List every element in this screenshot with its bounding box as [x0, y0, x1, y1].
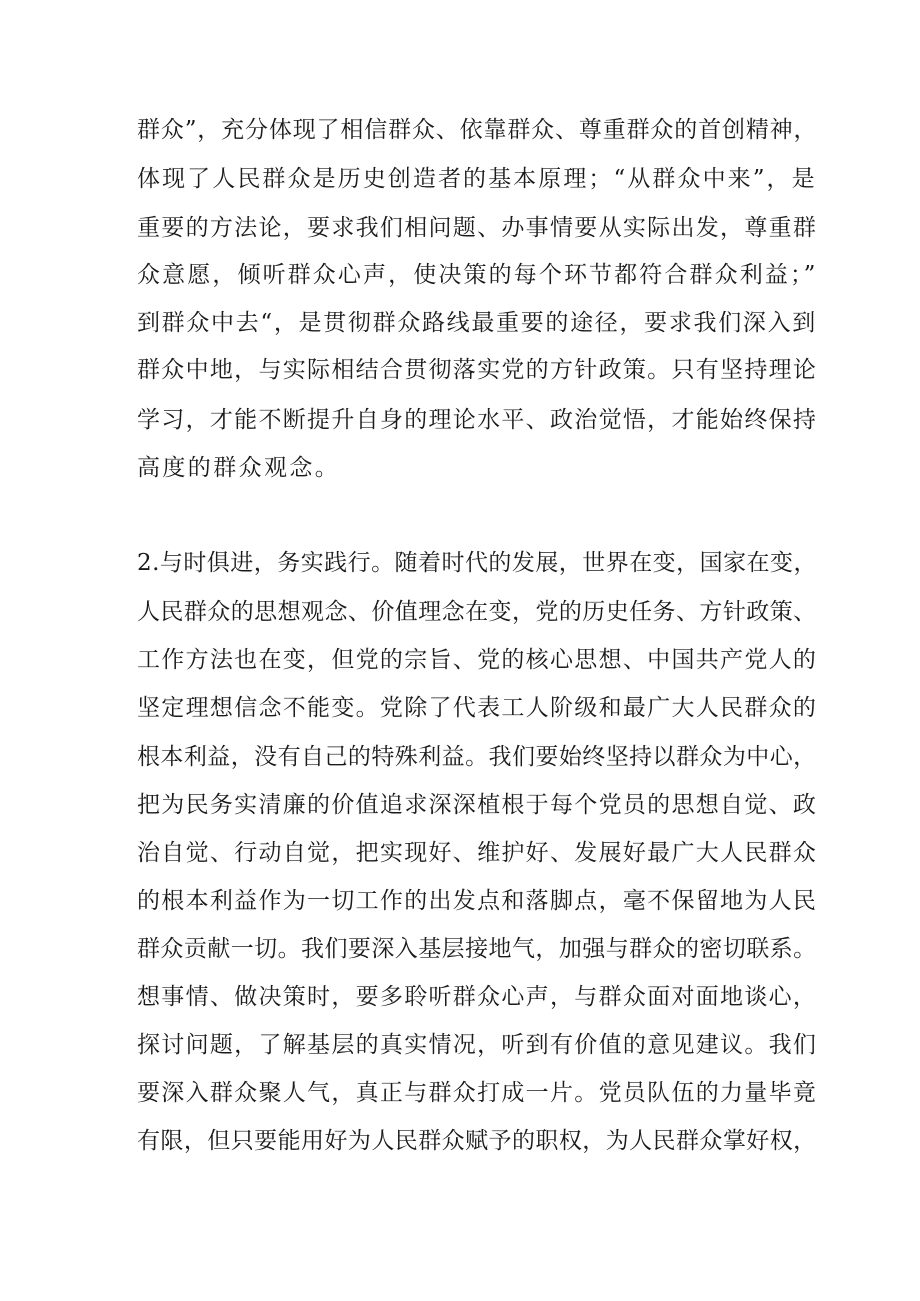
paragraph-2-line-6: 把为民务实清廉的价值追求深深植根于每个党员的思想自觉、政 [137, 792, 818, 818]
paragraph-1-line-6: 群众中地，与实际相结合贯彻落实党的方针政策。只有坚持理论 [137, 357, 818, 383]
paragraph-1-line-3: 重要的方法论，要求我们相问题、办事情要从实际出发，尊重群 [137, 215, 818, 241]
paragraph-2-line-3: 工作方法也在变，但党的宗旨、党的核心思想、中国共产党人的 [137, 647, 818, 673]
paragraph-2-line-2: 人民群众的思想观念、价值理念在变，党的历史任务、方针政策、 [137, 599, 817, 625]
paragraph-2-line-4: 坚定理想信念不能变。党除了代表工人阶级和最广大人民群众的 [137, 695, 818, 721]
paragraph-2-line-13: 有限，但只要能用好为人民群众赋予的职权，为人民群众掌好权， [137, 1128, 817, 1154]
paragraph-1-line-8: 高度的群众观念。 [137, 455, 341, 481]
paragraph-1-line-2: 体现了人民群众是历史创造者的基本原理；“从群众中来”，是 [137, 166, 817, 192]
paragraph-2-line-1: 2.与时俱进，务实践行。随着时代的发展，世界在变，国家在变， [137, 550, 817, 576]
paragraph-1-line-1: 群众”，充分体现了相信群众、依靠群众、尊重群众的首创精神， [137, 117, 818, 143]
paragraph-2-line-9: 群众贡献一切。我们要深入基层接地气，加强与群众的密切联系。 [137, 936, 817, 962]
paragraph-1-line-7: 学习，才能不断提升自身的理论水平、政治觉悟，才能始终保持 [137, 407, 818, 433]
paragraph-2-line-11: 探讨问题，了解基层的真实情况，听到有价值的意见建议。我们 [137, 1032, 818, 1058]
paragraph-1-line-5: 到群众中去“，是贯彻群众路线最重要的途径，要求我们深入到 [137, 310, 817, 336]
paragraph-2-line-7: 治自觉、行动自觉，把实现好、维护好、发展好最广大人民群众 [137, 840, 818, 866]
paragraph-2-line-5: 根本利益，没有自己的特殊利益。我们要始终坚持以群众为中心， [137, 744, 817, 770]
paragraph-2-line-12: 要深入群众聚人气，真正与群众打成一片。党员队伍的力量毕竟 [137, 1080, 818, 1106]
paragraph-2-line-10: 想事情、做决策时，要多聆听群众心声，与群众面对面地谈心， [137, 984, 818, 1010]
paragraph-1-line-4: 众意愿，倾听群众心声，使决策的每个环节都符合群众利益；” [137, 262, 818, 288]
paragraph-2-line-8: 的根本利益作为一切工作的出发点和落脚点，毫不保留地为人民 [137, 888, 818, 914]
